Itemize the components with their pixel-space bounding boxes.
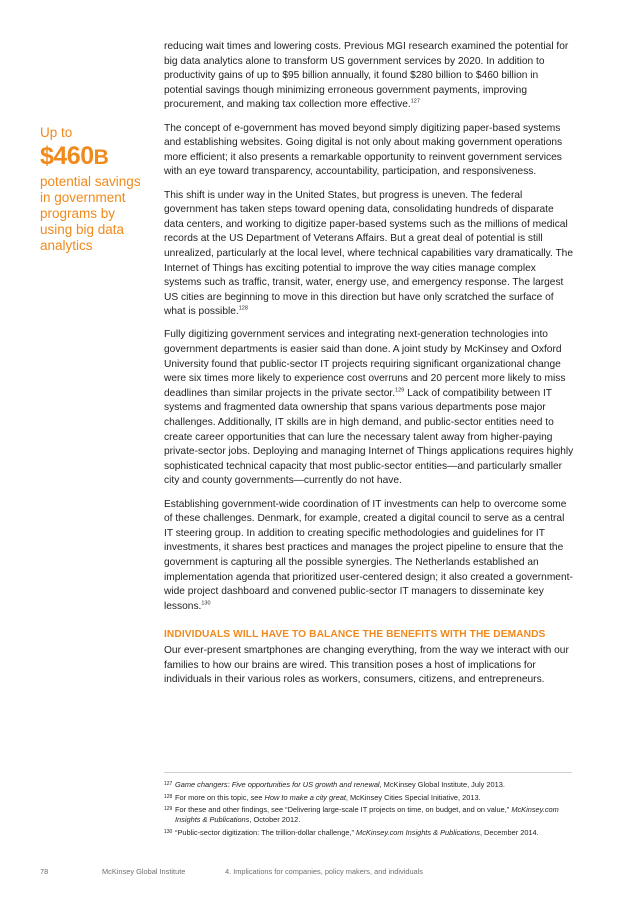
footnote-ref-128: 128 — [238, 305, 248, 312]
page-footer — [40, 866, 596, 878]
publisher-name: McKinsey Global Institute — [102, 867, 186, 876]
footnote-divider — [164, 772, 572, 773]
footnote-rest: , McKinsey Global Institute, July 2013. — [379, 780, 505, 789]
footnote-ref-129: 129 — [395, 387, 405, 394]
paragraph-3-text: This shift is under way in the United States, but progress is uneven. The federal government has taken steps toward opening data, consolidating hundreds of disparate data centers, and working to digitize paper-based systems such as the millions of medical records at the US Department of Veterans Affairs. But a great deal of potential is still unrealized, particularly at the local level, where technical capabilities vary dramatically. The Internet of Things has exciting potential to improve the way cities manage complex systems such as traffic, transit, water, energy use, and emergency response. The largest US cities are beginning to move in this direction but have only scratched the surface of what is possible. — [164, 189, 574, 318]
footnote-rest: , December 2014. — [479, 827, 539, 837]
paragraph-4 — [164, 328, 576, 489]
paragraph-3 — [164, 189, 576, 320]
paragraph-1-text: reducing wait times and lowering costs. Previous MGI research examined the potential for big data analytics alone to transform US government services by 2020. In addition to productivity gains of up to $95 billion annually, it found $280 billion to $460 billion in potential savings though minimizing erroneous government payments, improving procurement, and making tax collection more effective. — [164, 41, 569, 111]
page-number: 78 — [40, 867, 49, 876]
footnote-title: Game changers: Five opportunities for US growth and renewal — [175, 780, 380, 789]
footnote-number: 130 — [164, 828, 173, 835]
paragraph-2: The concept of e-government has moved beyond simply digitizing paper-based systems and establishing websites. Going digital is not only about making government operations more efficient; it also presents a remarkable opportunity to reinvent government services with an eye toward transparency, accountability, participation, and responsiveness. — [164, 122, 563, 178]
footnote-number: 128 — [164, 793, 173, 800]
paragraph-5 — [164, 498, 576, 615]
callout-description: potential savings in government programs by using big data analytics — [40, 174, 141, 253]
body-text — [164, 40, 576, 696]
callout-value: $460 — [40, 142, 94, 170]
footnote-pre: “Public-sector digitization: The trillion-dollar challenge,” — [175, 827, 357, 837]
footnote-title: McKinsey.com Insights & Publications — [356, 827, 480, 837]
footnotes — [164, 780, 572, 840]
paragraph-4-text-b: Lack of compatibility between IT systems and fragmented data ownership that spans various departments pose major challenges. Additionally, IT skills are in high demand, and public-sector entities need to create career opportunities that can lure the necessary talent away from higher-paying private-sector jobs. Deploying and managing Internet of Things applications requires highly sophisticated technical capacity that most public-sector entities—and particularly smaller city and county governments—currently do not have. — [164, 387, 574, 487]
footnote-pre: For more on this topic, see — [175, 792, 265, 802]
footnote-pre: For these and other findings, see “Delivering large-scale IT projects on time, on budget, and on value,” — [175, 805, 512, 815]
callout-prefix: Up to — [40, 125, 73, 140]
footnote-ref-127: 127 — [410, 98, 420, 105]
footnote-rest: , McKinsey Cities Special Initiative, 2013. — [345, 792, 481, 802]
paragraph-4-text-a: Fully digitizing government services and integrating next-generation technologies into government departments is easier said than done. A joint study by McKinsey and Oxford University found that public-sector IT projects requiring significant organizational change were six times more likely to experience cost overruns and 20 percent more likely to miss deadlines than similar projects in the private sector. — [164, 329, 566, 399]
chapter-title: 4. Implications for companies, policy makers, and individuals — [225, 867, 423, 876]
callout-amount — [40, 141, 150, 173]
footnote-rest: , October 2012. — [249, 815, 301, 825]
footnote-129 — [164, 805, 572, 825]
paragraph-6: Our ever-present smartphones are changing everything, from the way we interact with our families to how our brains are wired. This transition poses a host of implications for individuals in their various roles as workers, consumers, citizens, and entrepreneurs. — [164, 644, 569, 686]
footnote-ref-130: 130 — [201, 600, 211, 607]
footnote-number: 129 — [164, 806, 173, 813]
section-heading: INDIVIDUALS WILL HAVE TO BALANCE THE BENEFITS WITH THE DEMANDS — [164, 629, 546, 641]
sidebar-callout — [40, 124, 150, 254]
footnote-128 — [164, 793, 572, 803]
callout-unit: B — [93, 146, 109, 169]
footnote-number: 127 — [164, 781, 173, 787]
paragraph-5-text: Establishing government-wide coordination of IT investments can help to overcome some of these challenges. Denmark, for example, created a digital council to serve as a central IT steering group. In addition to creating specific methodologies and guidelines for IT investments, it shares best practices and manages the project pipeline to ensure that the government is capturing all the possible synergies. The Netherlands established an implementation agenda that prioritized user-centered design; it also created a government-wide project dashboard and convened public-sector IT managers to disseminate key lessons. — [164, 498, 573, 612]
footnote-130 — [164, 828, 572, 838]
footnote-title: McKinsey.com Insights & Publications — [175, 805, 559, 825]
footnote-127 — [164, 780, 572, 790]
paragraph-1 — [164, 40, 576, 113]
footnote-title: How to make a city great — [264, 792, 346, 802]
